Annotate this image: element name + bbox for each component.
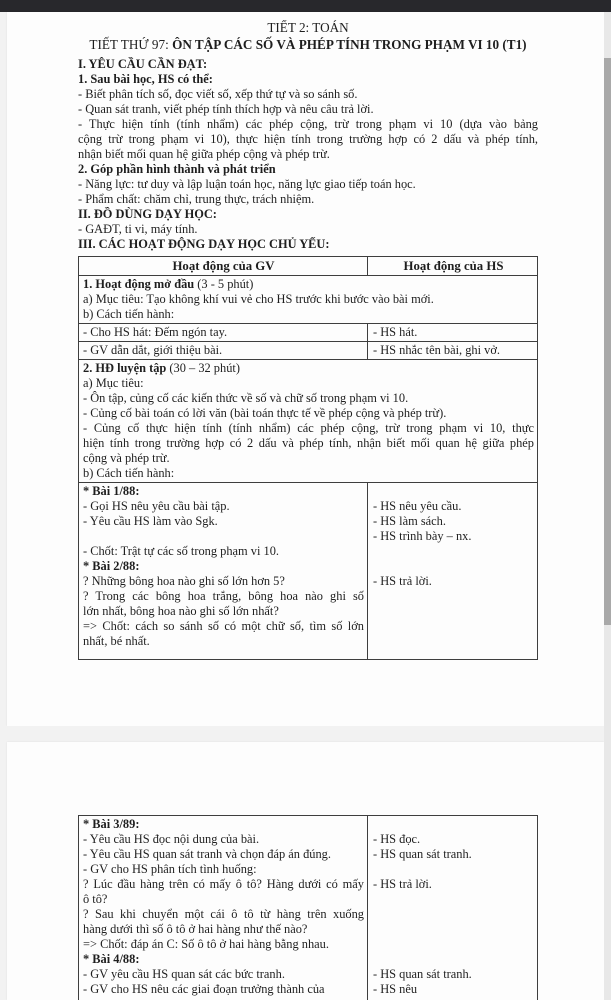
- cell-line: ? Trong các bông hoa trắng, bông hoa nào ghi số: [83, 589, 364, 603]
- table-row-exercises: [79, 482, 537, 659]
- cell-line: b) Cách tiến hành:: [83, 466, 175, 480]
- cell-line: ? Lúc đầu hàng trên có mấy ô tô? Hàng dưới có mấy: [83, 877, 364, 891]
- cell-gv: - Cho HS hát: Đếm ngón tay.: [83, 325, 228, 339]
- doc-line: - Biết phân tích số, đọc viết số, xếp thứ tự và so sánh số.: [78, 87, 358, 101]
- cell-line: [373, 922, 534, 937]
- cell-line: lớn nhất, bông hoa nào ghi số lớn nhất?: [83, 604, 279, 618]
- cell-line: - Ôn tập, củng cố các kiến thức về số và chữ số trong phạm vi 10.: [83, 391, 409, 405]
- cell-line: * Bài 3/89:: [83, 817, 140, 831]
- cell-line: [373, 892, 534, 907]
- cell-line: ô tô?: [83, 892, 108, 906]
- cell-line: => Chốt: cách so sánh số có một chữ số, tìm số lớn: [83, 619, 364, 633]
- activities-table: [78, 256, 538, 660]
- cell-hs: - HS hát.: [373, 325, 418, 339]
- cell-line: - Củng cố thực hiện tính (tính nhẩm) các phép cộng, trừ trong phạm vi 10, thực: [83, 421, 534, 435]
- cell-line: - HS đọc.: [373, 832, 421, 846]
- table-header-hs: Hoạt động của HS: [367, 257, 537, 275]
- table-row: [79, 341, 537, 359]
- cell-line: a) Mục tiêu:: [83, 376, 144, 390]
- cell-line-rest: (3 - 5 phút): [194, 277, 254, 291]
- cell-line: [83, 277, 534, 292]
- doc-line: - Thực hiện tính (tính nhẩm) các phép cộng, trừ trong phạm vi 10 (dựa vào bảng: [78, 117, 538, 131]
- document-page-1: [7, 12, 604, 726]
- cell-line: - HS trả lời.: [373, 574, 432, 588]
- doc-line: - GAĐT, ti vi, máy tính.: [78, 222, 198, 236]
- cell-line: - GV cho HS phân tích tình huống:: [83, 862, 257, 876]
- table-row-activity-1: [79, 275, 537, 323]
- doc-line: III. CÁC HOẠT ĐỘNG DẠY HỌC CHỦ YẾU:: [78, 237, 330, 251]
- page-gap: [0, 726, 604, 742]
- cell-line: [373, 484, 534, 499]
- table-header-row: [79, 257, 537, 275]
- doc-line: II. ĐỒ DÙNG DẠY HỌC:: [78, 207, 217, 221]
- cell-line: nhất, bé nhất.: [83, 634, 150, 648]
- cell-line: - HS trình bày – nx.: [373, 529, 472, 543]
- cell-gv: - GV dẫn dắt, giới thiệu bài.: [83, 343, 223, 357]
- cell-line: [373, 937, 534, 952]
- activities-table-continued: [78, 815, 538, 1000]
- scrollbar[interactable]: [604, 12, 611, 1000]
- status-bar: [0, 0, 611, 12]
- cell-line: - Gọi HS nêu yêu cầu bài tập.: [83, 499, 230, 513]
- doc-line: nhận biết mối quan hệ giữa phép cộng và phép trừ.: [78, 147, 330, 161]
- cell-hs: - HS nhắc tên bài, ghi vở.: [373, 343, 500, 357]
- table-header-gv: Hoạt động của GV: [172, 259, 275, 273]
- cell-line: hiện tính trong trường hợp có 2 dấu và phép tính, nhận biết mối quan hệ giữa phép: [83, 436, 534, 450]
- cell-line: - HS làm sách.: [373, 514, 446, 528]
- cell-line: - GV yêu cầu HS quan sát các bức tranh.: [83, 967, 285, 981]
- lesson-title: TIẾT 2: TOÁN: [267, 20, 349, 35]
- cell-line: - HS nêu yêu cầu.: [373, 499, 462, 513]
- table-row-activity-2: [79, 359, 537, 482]
- cell-line: cộng và phép trừ.: [83, 451, 170, 465]
- doc-line: - Phẩm chất: chăm chỉ, trung thực, trách nhiệm.: [78, 192, 315, 206]
- doc-line: 1. Sau bài học, HS có thể:: [78, 72, 213, 86]
- cell-line: b) Cách tiến hành:: [83, 307, 175, 321]
- cell-line: [373, 559, 534, 574]
- cell-line: [373, 952, 534, 967]
- cell-line-rest: (30 – 32 phút): [166, 361, 240, 375]
- cell-line: => Chốt: đáp án C: Số ô tô ở hai hàng bằng nhau.: [83, 937, 329, 951]
- cell-line: * Bài 1/88:: [83, 484, 140, 498]
- cell-line: - HS nêu: [373, 982, 418, 996]
- document-page-2: [7, 742, 604, 1000]
- cell-line: [373, 862, 534, 877]
- cell-line-bold: 2. HĐ luyện tập: [83, 361, 167, 375]
- lesson-subtitle-main: ÔN TẬP CÁC SỐ VÀ PHÉP TÍNH TRONG PHẠM VI 10 (T1): [172, 37, 527, 52]
- cell-line: [373, 907, 534, 922]
- cell-line: - Yêu cầu HS làm vào Sgk.: [83, 514, 218, 528]
- cell-line: - HS quan sát tranh.: [373, 847, 472, 861]
- cell-line: [373, 817, 534, 832]
- cell-hs: [367, 483, 537, 659]
- lesson-subtitle: [78, 36, 538, 53]
- cell-line: ? Sau khi chuyển một cái ô tô từ hàng trên xuống: [83, 907, 364, 921]
- cell-line-bold: 1. Hoạt động mở đầu: [83, 277, 195, 291]
- cell-line: a) Mục tiêu: Tạo không khí vui vẻ cho HS trước khi bước vào bài mới.: [83, 292, 434, 306]
- cell-line: hàng dưới thì số ô tô ở hai hàng như thế nào?: [83, 922, 308, 936]
- doc-line: - Quan sát tranh, viết phép tính thích hợp và nêu câu trả lời.: [78, 102, 374, 116]
- cell-line: - GV cho HS nêu các giai đoạn trưởng thành của: [83, 982, 325, 996]
- cell-gv: [79, 816, 367, 1000]
- lesson-subtitle-prefix: TIẾT THỨ 97:: [89, 37, 173, 52]
- cell-line: ? Những bông hoa nào ghi số lớn hơn 5?: [83, 574, 285, 588]
- cell-line: - Yêu cầu HS quan sát tranh và chọn đáp án đúng.: [83, 847, 331, 861]
- table-row-exercises: [79, 816, 537, 1000]
- doc-line: I. YÊU CẦU CẦN ĐẠT:: [78, 57, 208, 71]
- cell-line: [83, 361, 534, 376]
- doc-line: 2. Góp phần hình thành và phát triển: [78, 162, 276, 176]
- doc-line: - Năng lực: tư duy và lập luận toán học, năng lực giao tiếp toán học.: [78, 177, 416, 191]
- cell-line: [373, 544, 534, 559]
- cell-line: - HS trả lời.: [373, 877, 432, 891]
- cell-line: * Bài 2/88:: [83, 559, 140, 573]
- scrollbar-thumb[interactable]: [604, 58, 611, 625]
- cell-line: - HS quan sát tranh.: [373, 967, 472, 981]
- cell-line: - Củng cố bài toán có lời văn (bài toán thực tế về phép cộng và phép trừ).: [83, 406, 447, 420]
- cell-hs: [367, 816, 537, 1000]
- cell-line: - Chốt: Trật tự các số trong phạm vi 10.: [83, 544, 280, 558]
- doc-line: cộng trừ trong phạm vi 10), thực hiện tính trong trường hợp có 2 dấu và phép tính,: [78, 132, 538, 146]
- table-row: [79, 323, 537, 341]
- cell-line: [83, 529, 364, 544]
- cell-line: - Yêu cầu HS đọc nội dung của bài.: [83, 832, 260, 846]
- cell-gv: [79, 483, 367, 659]
- cell-line: * Bài 4/88:: [83, 952, 140, 966]
